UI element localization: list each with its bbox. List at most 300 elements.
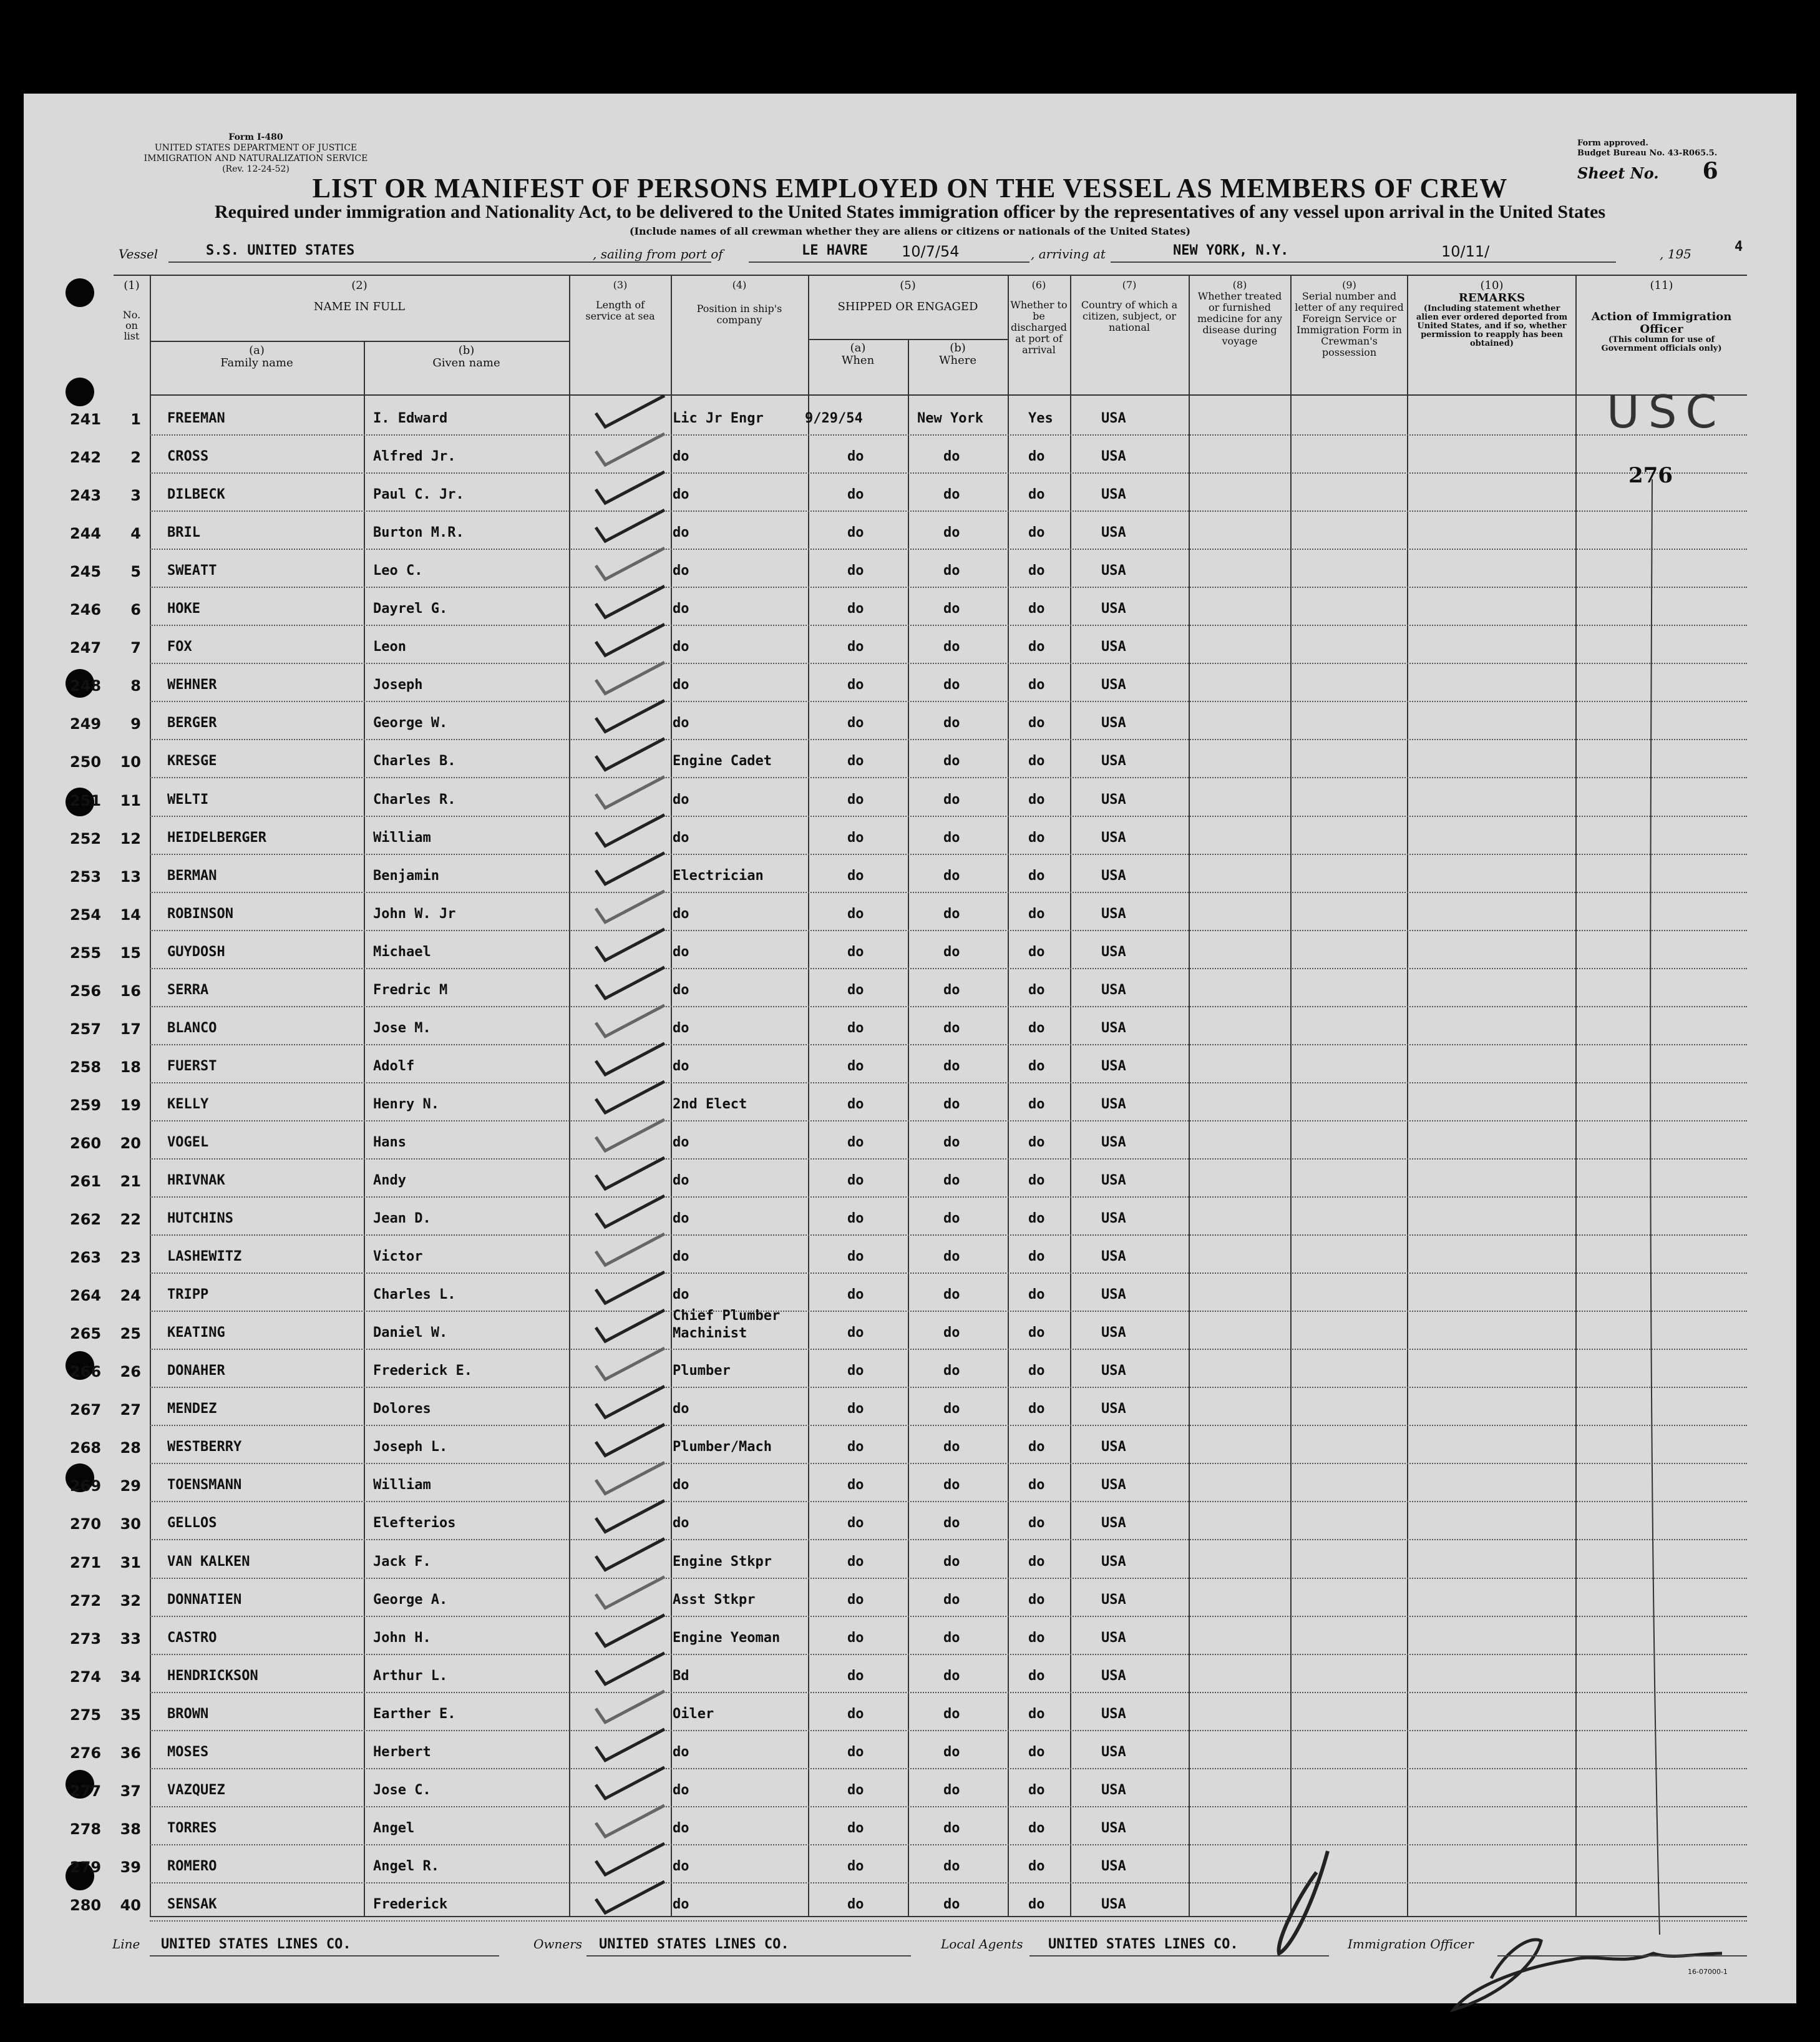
line-label: Line	[112, 1937, 140, 1952]
position: do	[673, 1858, 689, 1874]
family-name: BROWN	[167, 1706, 209, 1722]
family-name: WESTBERRY	[167, 1439, 242, 1455]
row-number: 20	[120, 1134, 141, 1152]
position: do	[673, 982, 689, 998]
country: USA	[1101, 1134, 1126, 1150]
given-name: I. Edward	[373, 411, 448, 426]
col-num: (1)	[124, 279, 140, 292]
discharged: do	[1028, 1782, 1045, 1798]
row-number: 40	[120, 1896, 141, 1914]
shipped-when: do	[847, 1744, 864, 1760]
owners-value: UNITED STATES LINES CO.	[599, 1937, 789, 1952]
given-name: Andy	[373, 1173, 406, 1188]
row-number: 24	[120, 1287, 141, 1305]
line-number: 256	[70, 982, 102, 1000]
position: do	[673, 829, 689, 846]
given-name: Burton M.R.	[373, 525, 464, 541]
line-number: 264	[70, 1287, 102, 1305]
given-name: Jean D.	[373, 1211, 431, 1227]
underline	[586, 1955, 911, 1957]
year-suffix: 4	[1735, 239, 1743, 255]
discharged: do	[1028, 1896, 1045, 1912]
line-number: 266	[70, 1363, 102, 1381]
line-number: 255	[70, 944, 102, 962]
shipped-when: do	[847, 1706, 864, 1722]
col-label: Whether to be discharged at port of arrival	[1010, 299, 1068, 356]
shipped-when: do	[847, 1591, 864, 1608]
arrival-date: 10/11/	[1441, 243, 1490, 260]
given-name: Victor	[373, 1249, 423, 1265]
line-number: 252	[70, 829, 102, 848]
country: USA	[1101, 1287, 1126, 1303]
shipped-where: do	[943, 1134, 960, 1150]
col-num: (7)	[1122, 279, 1137, 291]
row-number: 28	[120, 1439, 141, 1457]
col-num: (11)	[1650, 279, 1673, 292]
family-name: HRIVNAK	[167, 1173, 225, 1188]
row-number: 23	[120, 1249, 141, 1267]
shipped-where: do	[943, 944, 960, 960]
underline	[150, 1955, 499, 1957]
line-number: 242	[70, 449, 102, 467]
given-name: George W.	[373, 715, 448, 731]
row-number: 8	[130, 677, 141, 695]
line-number: 246	[70, 601, 102, 619]
shipped-where: do	[943, 982, 960, 998]
line-number: 241	[70, 411, 102, 428]
discharged: do	[1028, 1173, 1045, 1188]
shipped-where: do	[943, 1477, 960, 1493]
discharged: do	[1028, 1134, 1045, 1150]
shipped-when: do	[847, 1173, 864, 1188]
given-name: Earther E.	[373, 1706, 456, 1722]
budget-bureau-number: Budget Bureau No. 43-R065.5.	[1577, 149, 1718, 158]
line-number: 270	[70, 1515, 102, 1533]
given-name: Joseph	[373, 677, 423, 693]
officer-label: Immigration Officer	[1348, 1937, 1474, 1952]
country: USA	[1101, 1211, 1126, 1227]
country: USA	[1101, 1096, 1126, 1112]
family-name: LASHEWITZ	[167, 1249, 242, 1265]
country: USA	[1101, 982, 1126, 998]
discharged: do	[1028, 601, 1045, 617]
country: USA	[1101, 1439, 1126, 1455]
given-name: Joseph L.	[373, 1439, 448, 1455]
family-name: ROBINSON	[167, 906, 233, 922]
row-number: 1	[130, 411, 141, 428]
given-name: Henry N.	[373, 1096, 439, 1112]
line-number: 254	[70, 906, 102, 924]
discharged: do	[1028, 1591, 1045, 1608]
shipped-where: do	[943, 1211, 960, 1227]
row-number: 26	[120, 1363, 141, 1381]
col-num: (a)	[249, 344, 265, 357]
family-name: ROMERO	[167, 1858, 217, 1874]
family-name: WEHNER	[167, 677, 217, 693]
col-label: SHIPPED OR ENGAGED	[837, 300, 978, 313]
line-number: 280	[70, 1896, 102, 1914]
discharged: do	[1028, 715, 1045, 731]
given-name: Frederick	[373, 1896, 448, 1912]
shipped-where: do	[943, 1020, 960, 1036]
discharged: do	[1028, 1211, 1045, 1227]
given-name: John H.	[373, 1629, 431, 1646]
service-name: IMMIGRATION AND NATURALIZATION SERVICE	[144, 154, 368, 164]
shipped-when: 9/29/54	[805, 411, 863, 426]
line-number: 273	[70, 1629, 102, 1648]
col-num: (3)	[613, 279, 628, 291]
row-number: 38	[120, 1820, 141, 1838]
row-number: 10	[120, 753, 141, 771]
discharged: do	[1028, 753, 1045, 769]
given-name: Jack F.	[373, 1553, 431, 1570]
shipped-when: do	[847, 867, 864, 884]
shipped-where: do	[943, 753, 960, 769]
discharged: do	[1028, 1820, 1045, 1836]
given-name: Paul C. Jr.	[373, 487, 464, 503]
col-num: (2)	[351, 279, 367, 292]
shipped-where: do	[943, 1439, 960, 1455]
shipped-where: do	[943, 1363, 960, 1379]
discharged: do	[1028, 449, 1045, 465]
discharged: do	[1028, 1401, 1045, 1417]
row-number: 9	[130, 715, 141, 733]
shipped-where: do	[943, 1820, 960, 1836]
family-name: TORRES	[167, 1820, 217, 1836]
shipped-when: do	[847, 639, 864, 655]
page-subtitle: Required under immigration and Nationality Act, to be delivered to the United States immigration officer by the representatives of any vessel upon arrival in the United States	[214, 202, 1606, 222]
given-name: Hans	[373, 1134, 406, 1150]
signature-stroke	[1279, 1851, 1328, 1953]
country: USA	[1101, 1325, 1126, 1341]
shipped-when: do	[847, 1477, 864, 1493]
row-number: 33	[120, 1629, 141, 1648]
country: USA	[1101, 1553, 1126, 1570]
family-name: VAZQUEZ	[167, 1782, 225, 1798]
row-number: 2	[130, 449, 141, 467]
position: Engine Yeoman	[673, 1629, 781, 1646]
line-number: 262	[70, 1211, 102, 1229]
family-name: FUERST	[167, 1058, 217, 1074]
family-name: KELLY	[167, 1096, 209, 1112]
shipped-where: do	[943, 1173, 960, 1188]
given-name: Leon	[373, 639, 406, 655]
col-num: (a)	[850, 341, 866, 354]
line-number: 268	[70, 1439, 102, 1457]
country: USA	[1101, 1629, 1126, 1646]
country: USA	[1101, 1515, 1126, 1532]
shipped-when: do	[847, 1363, 864, 1379]
given-name: Angel R.	[373, 1858, 439, 1874]
country: USA	[1101, 1591, 1126, 1608]
country: USA	[1101, 944, 1126, 960]
col-label: Whether treated or furnished medicine for any disease during voyage	[1197, 290, 1283, 347]
family-name: VAN KALKEN	[167, 1553, 250, 1570]
family-name: SENSAK	[167, 1896, 217, 1912]
country: USA	[1101, 715, 1126, 731]
row-number: 7	[130, 639, 141, 657]
row-number: 19	[120, 1096, 141, 1114]
country: USA	[1101, 639, 1126, 655]
family-name: WELTI	[167, 791, 209, 808]
shipped-when: do	[847, 982, 864, 998]
shipped-where: do	[943, 601, 960, 617]
shipped-when: do	[847, 1439, 864, 1455]
line-number: 257	[70, 1020, 102, 1038]
family-name: BLANCO	[167, 1020, 217, 1036]
discharged: do	[1028, 639, 1045, 655]
family-name: GELLOS	[167, 1515, 217, 1532]
revision-date: (Rev. 12-24-52)	[222, 164, 290, 174]
line-number: 274	[70, 1668, 102, 1686]
given-name: Leo C.	[373, 563, 423, 579]
shipped-where: do	[943, 829, 960, 846]
col-num: (b)	[950, 341, 966, 354]
col-label: Where	[938, 354, 976, 367]
line-value: UNITED STATES LINES CO.	[161, 1937, 351, 1952]
page-subnote: (Include names of all crewman whether they are aliens or citizens or nationals of the United States)	[629, 225, 1191, 237]
discharged: do	[1028, 1858, 1045, 1874]
underline	[1497, 1955, 1747, 1957]
shipped-when: do	[847, 1515, 864, 1532]
col-note: (This column for use of Government officials only)	[1601, 335, 1722, 353]
position: do	[673, 487, 689, 503]
col-num: (4)	[732, 279, 747, 291]
country: USA	[1101, 1782, 1126, 1798]
family-name: FREEMAN	[167, 411, 225, 426]
owners-label: Owners	[533, 1937, 583, 1952]
shipped-where: do	[943, 1058, 960, 1074]
given-name: Herbert	[373, 1744, 431, 1760]
shipped-when: do	[847, 487, 864, 503]
position: Engine Cadet	[673, 753, 772, 769]
shipped-when: do	[847, 1287, 864, 1303]
discharged: do	[1028, 829, 1045, 846]
country: USA	[1101, 563, 1126, 579]
col-note: (Including statement whether alien ever ordered deported from United States, and if so, whether permission to reapply has been obtained)	[1416, 304, 1568, 348]
position: do	[673, 1211, 689, 1227]
position: do	[673, 1401, 689, 1417]
sailing-port: LE HAVRE	[802, 243, 868, 258]
position: do	[673, 715, 689, 731]
discharged: do	[1028, 944, 1045, 960]
family-name: GUYDOSH	[167, 944, 225, 960]
col-label: Family name	[220, 356, 293, 369]
discharged: do	[1028, 487, 1045, 503]
line-number: 249	[70, 715, 102, 733]
given-name: Benjamin	[373, 867, 439, 884]
shipped-when: do	[847, 1820, 864, 1836]
family-name: MOSES	[167, 1744, 209, 1760]
position: do	[673, 1249, 689, 1265]
shipped-when: do	[847, 1325, 864, 1341]
discharged: do	[1028, 1706, 1045, 1722]
country: USA	[1101, 1020, 1126, 1036]
line-number: 278	[70, 1820, 102, 1838]
count-annotation: 276	[1628, 463, 1673, 488]
given-name: Jose M.	[373, 1020, 431, 1036]
shipped-where: do	[943, 449, 960, 465]
family-name: TRIPP	[167, 1287, 209, 1303]
position: do	[673, 791, 689, 808]
shipped-where: do	[943, 1896, 960, 1912]
row-number: 37	[120, 1782, 141, 1800]
row-number: 3	[130, 487, 141, 505]
row-number: 29	[120, 1477, 141, 1495]
page-title: LIST OR MANIFEST OF PERSONS EMPLOYED ON THE VESSEL AS MEMBERS OF CREW	[312, 173, 1508, 203]
family-name: BERGER	[167, 715, 217, 731]
family-name: BRIL	[167, 525, 200, 541]
shipped-when: do	[847, 1134, 864, 1150]
row-number: 4	[130, 525, 141, 543]
family-name: TOENSMANN	[167, 1477, 242, 1493]
position: do	[673, 1134, 689, 1150]
shipped-when: do	[847, 1211, 864, 1227]
line-number: 251	[70, 791, 102, 809]
line-number: 275	[70, 1706, 102, 1724]
position: do	[673, 1515, 689, 1532]
discharged: do	[1028, 982, 1045, 998]
discharged: do	[1028, 1325, 1045, 1341]
row-number: 30	[120, 1515, 141, 1533]
discharged: do	[1028, 1096, 1045, 1112]
line-number: 265	[70, 1325, 102, 1343]
position: Asst Stkpr	[673, 1591, 756, 1608]
line-number: 259	[70, 1096, 102, 1114]
shipped-when: do	[847, 1553, 864, 1570]
shipped-where: do	[943, 525, 960, 541]
country: USA	[1101, 1668, 1126, 1684]
family-name: CROSS	[167, 449, 209, 465]
discharged: do	[1028, 525, 1045, 541]
shipped-where: do	[943, 1782, 960, 1798]
discharged: do	[1028, 1477, 1045, 1493]
row-number: 15	[120, 944, 141, 962]
shipped-where: do	[943, 1553, 960, 1570]
family-name: HEIDELBERGER	[167, 829, 266, 846]
discharged: do	[1028, 1553, 1045, 1570]
row-number: 11	[120, 791, 141, 809]
shipped-when: do	[847, 1249, 864, 1265]
discharged: do	[1028, 1020, 1045, 1036]
given-name: Charles L.	[373, 1287, 456, 1303]
position: Engine Stkpr	[673, 1553, 772, 1570]
country: USA	[1101, 1173, 1126, 1188]
position: Electrician	[673, 867, 764, 884]
country: USA	[1101, 1858, 1126, 1874]
position: do	[673, 525, 689, 541]
line-number: 245	[70, 563, 102, 581]
position: Plumber/Mach	[673, 1439, 772, 1455]
shipped-where: do	[943, 1591, 960, 1608]
line-number: 271	[70, 1553, 102, 1571]
col-label: No. on list	[122, 309, 141, 342]
family-name: DILBECK	[167, 487, 225, 503]
row-number: 14	[120, 906, 141, 924]
position: do	[673, 1744, 689, 1760]
row-number: 36	[120, 1744, 141, 1762]
row-number: 17	[120, 1020, 141, 1038]
line-number: 272	[70, 1591, 102, 1610]
country: USA	[1101, 1363, 1126, 1379]
country: USA	[1101, 1706, 1126, 1722]
shipped-when: do	[847, 791, 864, 808]
country: USA	[1101, 1744, 1126, 1760]
line-number: 267	[70, 1401, 102, 1419]
family-name: MENDEZ	[167, 1401, 217, 1417]
row-number: 6	[130, 601, 141, 619]
country: USA	[1101, 867, 1126, 884]
given-name: Michael	[373, 944, 431, 960]
given-name: Alfred Jr.	[373, 449, 456, 465]
row-number: 32	[120, 1591, 141, 1610]
row-number: 34	[120, 1668, 141, 1686]
line-number: 261	[70, 1173, 102, 1190]
shipped-when: do	[847, 715, 864, 731]
col-label: Action of Immigration Officer	[1591, 310, 1732, 336]
col-label: When	[841, 354, 875, 367]
position: Plumber	[673, 1363, 731, 1379]
line-number: 247	[70, 639, 102, 657]
line-number: 243	[70, 487, 102, 505]
position: do	[673, 1782, 689, 1798]
line-number: 276	[70, 1744, 102, 1762]
discharged: Yes	[1028, 411, 1053, 426]
col-label: Length of service at sea	[585, 299, 655, 322]
shipped-where: do	[943, 1287, 960, 1303]
print-code: 16-07000-1	[1688, 1968, 1728, 1976]
country: USA	[1101, 601, 1126, 617]
line-number: 244	[70, 525, 102, 543]
discharged: do	[1028, 1744, 1045, 1760]
shipped-when: do	[847, 829, 864, 846]
line-number: 263	[70, 1249, 102, 1267]
sailing-date: 10/7/54	[902, 243, 960, 260]
given-name: Jose C.	[373, 1782, 431, 1798]
country: USA	[1101, 525, 1126, 541]
col-label: Position in ship's company	[696, 303, 782, 326]
family-name: VOGEL	[167, 1134, 209, 1150]
family-name: HUTCHINS	[167, 1211, 233, 1227]
country: USA	[1101, 1820, 1126, 1836]
shipped-where: do	[943, 1858, 960, 1874]
discharged: do	[1028, 563, 1045, 579]
discharged: do	[1028, 906, 1045, 922]
row-number: 35	[120, 1706, 141, 1724]
col-num: (10)	[1480, 279, 1504, 292]
col-label: REMARKS	[1458, 291, 1526, 305]
position: do	[673, 639, 689, 655]
row-number: 12	[120, 829, 141, 848]
col-label: Given name	[432, 356, 500, 369]
country: USA	[1101, 829, 1126, 846]
position: do	[673, 563, 689, 579]
shipped-when: do	[847, 677, 864, 693]
row-number: 18	[120, 1058, 141, 1076]
position: do	[673, 1058, 689, 1074]
family-name: DONNATIEN	[167, 1591, 242, 1608]
col-num: (6)	[1031, 279, 1046, 291]
shipped-where: do	[943, 791, 960, 808]
country: USA	[1101, 411, 1126, 426]
shipped-when: do	[847, 1896, 864, 1912]
country: USA	[1101, 1896, 1126, 1912]
position: do	[673, 1287, 689, 1303]
shipped-when: do	[847, 1096, 864, 1112]
shipped-when: do	[847, 906, 864, 922]
position: do	[673, 449, 689, 465]
given-name: John W. Jr	[373, 906, 456, 922]
